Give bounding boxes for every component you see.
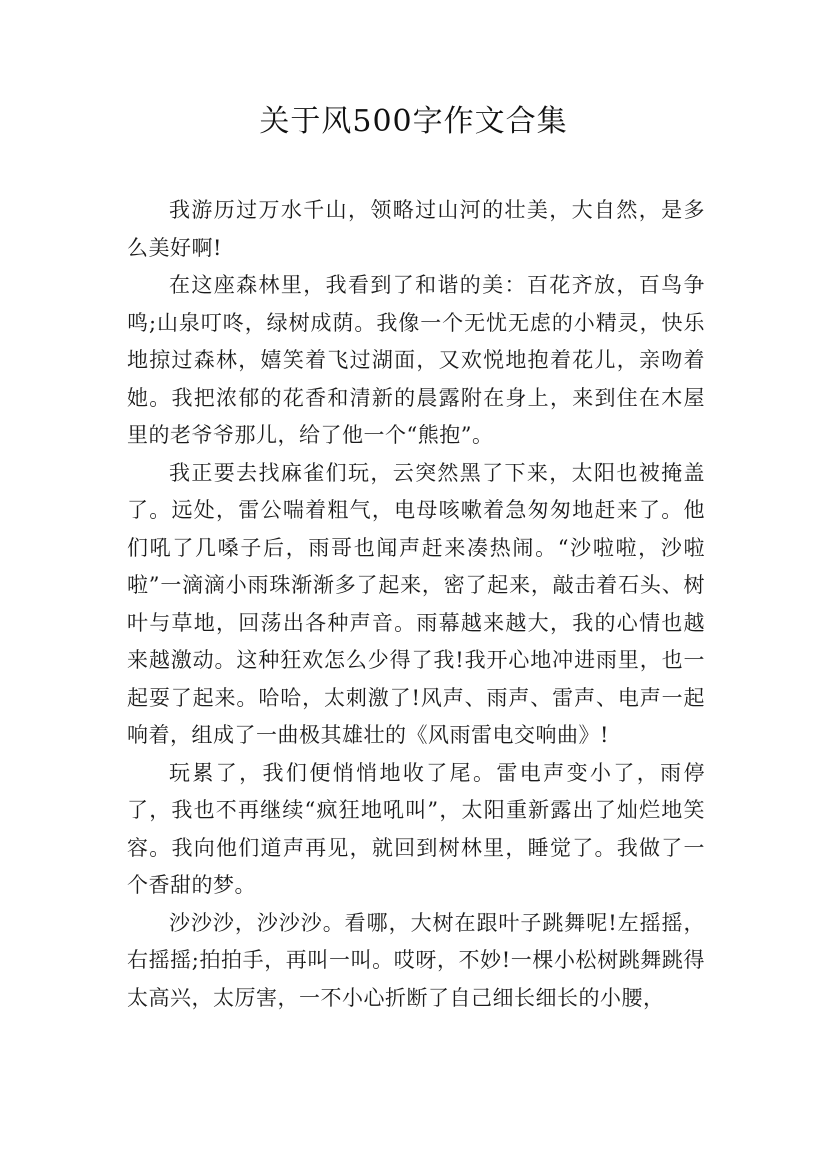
paragraph: 玩累了，我们便悄悄地收了尾。雷电声变小了，雨停了，我也不再继续“疯狂地吼叫”，太阳重新露出了灿烂地笑容。我向他们道声再见，就回到树林里，睡觉了。我做了一个香甜的梦。 xyxy=(127,760,705,897)
paragraph: 在这座森林里，我看到了和谐的美：百花齐放，百鸟争鸣;山泉叮咚，绿树成荫。我像一个无忧无虑的小精灵，快乐地掠过森林，嬉笑着飞过湖面，又欢悦地抱着花儿，亲吻着她。我把浓郁的花香和清新的晨露附在身上，来到住在木屋里的老爷爷那儿，给了他一个“熊抱”。 xyxy=(127,273,705,447)
paragraph: 我游历过万水千山，领略过山河的壮美，大自然，是多么美好啊! xyxy=(127,198,705,260)
paragraph: 我正要去找麻雀们玩，云突然黑了下来，太阳也被掩盖了。远处，雷公喘着粗气，电母咳嗽着急匆匆地赶来了。他们吼了几嗓子后，雨哥也闻声赶来凑热闹。“沙啦啦，沙啦啦”一滴滴小雨珠渐渐多了起来，密了起来，敲击着石头、树叶与草地，回荡出各种声音。雨幕越来越大，我的心情也越来越激动。这种狂欢怎么少得了我!我开心地冲进雨里，也一起耍了起来。哈哈，太刺激了!风声、雨声、雷声、电声一起响着，组成了一曲极其雄壮的《风雨雷电交响曲》! xyxy=(127,460,705,747)
article-body xyxy=(127,192,705,1017)
paragraph: 沙沙沙，沙沙沙。看哪，大树在跟叶子跳舞呢!左摇摇，右摇摇;拍拍手，再叫一叫。哎呀，不妙!一棵小松树跳舞跳得太高兴，太厉害，一不小心折断了自己细长细长的小腰， xyxy=(127,910,705,1010)
document-title: 关于风500字作文合集 xyxy=(259,104,568,139)
